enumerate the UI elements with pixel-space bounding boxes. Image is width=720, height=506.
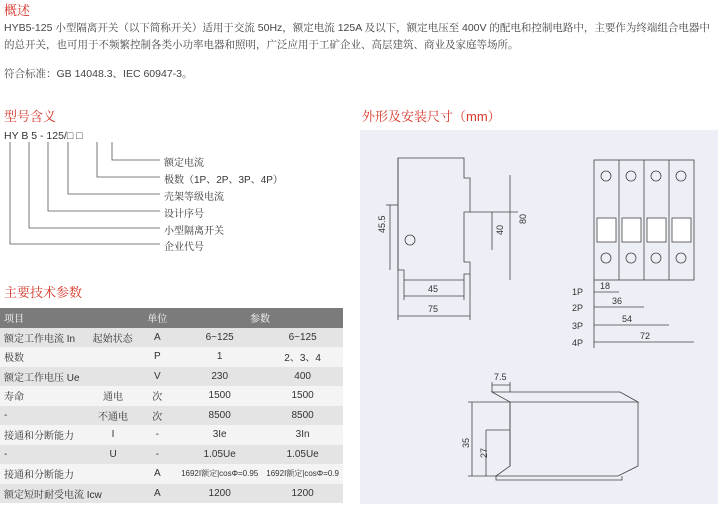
- cell: [89, 367, 138, 387]
- cell: 6~125: [177, 328, 262, 348]
- cell: 寿命: [0, 386, 89, 406]
- model-code: HY B 5 - 125/□ □: [4, 130, 83, 142]
- model-label-4: 设计序号: [164, 209, 204, 220]
- dims-heading: 外形及安装尺寸（mm）: [362, 109, 501, 124]
- cell: 1500: [262, 386, 343, 406]
- cell: -: [138, 445, 178, 465]
- cell: V: [138, 367, 178, 387]
- standard-text: 符合标准：GB 14048.3、IEC 60947-3。: [4, 68, 193, 80]
- table-row: [0, 484, 343, 504]
- cell: -: [0, 406, 89, 426]
- cell: 3Ie: [177, 425, 262, 445]
- cell: I: [89, 425, 138, 445]
- overview-heading: 概述: [4, 3, 31, 18]
- cell: 通电: [89, 386, 138, 406]
- table-row: [0, 425, 343, 445]
- pole-2p: 2P: [572, 303, 584, 313]
- table-row: [0, 367, 343, 387]
- table-row: [0, 386, 343, 406]
- dim-80: 80: [518, 213, 528, 224]
- header-params: 参数: [177, 308, 343, 328]
- spec-table: [0, 308, 343, 503]
- cell: 1692I额定|cosΦ=0.95: [177, 464, 262, 484]
- header-item: 项目: [0, 308, 138, 328]
- cell: 1: [177, 347, 262, 367]
- cell: -: [138, 425, 178, 445]
- cell: 8500: [177, 406, 262, 426]
- tech-heading: 主要技术参数: [4, 285, 83, 300]
- cell: A: [138, 328, 178, 348]
- cell: [89, 464, 138, 484]
- cell: 6~125: [262, 328, 343, 348]
- width-54: 54: [622, 314, 633, 324]
- table-row: [0, 445, 343, 465]
- cell: 2、3、4: [262, 347, 343, 367]
- pole-1p: 1P: [572, 287, 584, 297]
- width-36: 36: [612, 296, 623, 306]
- cell: 接通和分断能力: [0, 425, 89, 445]
- cell: 额定工作电流 In: [0, 328, 89, 348]
- cell: 次: [138, 386, 178, 406]
- cell: 1500: [177, 386, 262, 406]
- pole-4p: 4P: [572, 338, 584, 348]
- cell: 1.05Ue: [262, 445, 343, 465]
- cell: U: [89, 445, 138, 465]
- model-label-3: 壳架等级电流: [164, 192, 224, 203]
- cell: 8500: [262, 406, 343, 426]
- side-view-knob: [405, 235, 415, 245]
- table-row: [0, 328, 343, 348]
- model-label-2: 极数（1P、2P、3P、4P）: [164, 175, 283, 186]
- cell: 3In: [262, 425, 343, 445]
- cell: -: [0, 445, 89, 465]
- side-view-outline: [398, 158, 470, 280]
- rail-dim-27: 27: [479, 447, 489, 458]
- cell: 起始状态: [89, 328, 138, 348]
- cell: A: [138, 484, 178, 504]
- cell: 1.05Ue: [177, 445, 262, 465]
- cell: 1692I额定|cosΦ=0.9: [262, 464, 343, 484]
- header-unit: 单位: [138, 308, 178, 328]
- dim-40: 40: [495, 224, 505, 235]
- model-label-5: 小型隔离开关: [164, 226, 224, 237]
- dimension-drawing: [360, 130, 718, 504]
- table-row: [0, 347, 343, 367]
- cell: 接通和分断能力: [0, 464, 89, 484]
- cell: 1200: [262, 484, 343, 504]
- front-view: [594, 160, 694, 348]
- cell: 230: [177, 367, 262, 387]
- rail-dim-35: 35: [461, 437, 471, 448]
- table-header-row: [0, 308, 343, 328]
- cell: 1200: [177, 484, 262, 504]
- cell: 额定工作电压 Ue: [0, 367, 89, 387]
- pole-3p: 3P: [572, 321, 584, 331]
- cell: A: [138, 464, 178, 484]
- cell: 次: [138, 406, 178, 426]
- cell: 极数: [0, 347, 89, 367]
- table-row: [0, 406, 343, 426]
- cell: [89, 347, 138, 367]
- dim-45-5: 45.5: [377, 215, 387, 233]
- model-lines: [0, 140, 180, 250]
- overview-paragraph: HYB5-125 小型隔离开关（以下简称开关）适用于交流 50Hz，额定电流 125A 及以下，额定电压至 400V 的配电和控制电路中，主要作为终端组合电器中的总开关，也可用于不频繁控制各类小功率电器和照明，广泛应用于工矿企业、高层建筑、商业及家庭等场所。: [4, 22, 710, 51]
- model-heading: 型号含义: [4, 109, 57, 124]
- rail-dim-7-5: 7.5: [494, 372, 507, 382]
- width-72: 72: [640, 331, 651, 341]
- dim-75: 75: [428, 304, 439, 314]
- cell: 不通电: [89, 406, 138, 426]
- model-label-1: 额定电流: [164, 158, 204, 169]
- model-label-6: 企业代号: [164, 242, 204, 253]
- din-rail: [468, 382, 638, 480]
- cell: P: [138, 347, 178, 367]
- cell: 400: [262, 367, 343, 387]
- cell: 额定短时耐受电流 Icw: [0, 484, 138, 504]
- table-row: [0, 464, 343, 484]
- width-18: 18: [600, 281, 611, 291]
- dim-45: 45: [428, 284, 439, 294]
